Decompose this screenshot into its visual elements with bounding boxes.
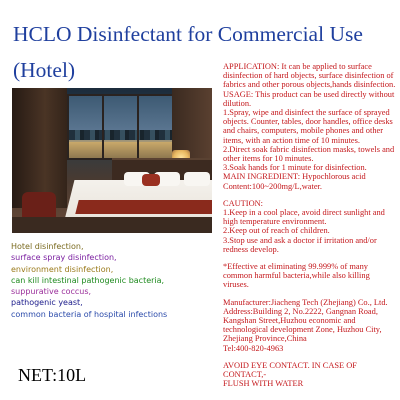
feature-line: suppurative coccus,	[11, 287, 92, 297]
description-line: fabrics and other porous objects,hands disinfection.	[223, 80, 396, 90]
description-line: 3.Soak hands for 1 minute for disinfection.	[223, 163, 367, 173]
photo-window	[67, 94, 176, 160]
description-line: Kangshan Street,Huzhou economic and	[223, 316, 356, 326]
description-line: 2.Keep out of reach of children.	[223, 226, 330, 236]
description-line: USAGE: This product can be used directly without	[223, 89, 395, 99]
feature-line: Hotel disinfection,	[11, 242, 84, 251]
product-title-subtitle: (Hotel)	[13, 58, 76, 82]
hotel-room-photo	[12, 88, 212, 233]
description-line: 1.Keep in a cool place, avoid direct sunlight and	[223, 208, 385, 218]
feature-line: environment disinfection,	[11, 264, 114, 274]
description-line: common harmful bacteria,while also killing	[223, 271, 370, 281]
eye-contact-warning	[223, 361, 400, 389]
description-line: and chairs, computers, mobile phones and other	[223, 126, 384, 136]
description-line: CAUTION:	[223, 198, 264, 208]
description-line: redness develop.	[223, 244, 279, 254]
photo-curtain-left	[12, 88, 67, 208]
description-line: items, with an action time of 10 minutes.	[223, 135, 361, 145]
photo-bed-runner	[75, 200, 212, 214]
description-line: viruses.	[223, 280, 249, 290]
feature-line: surface spray disinfection,	[11, 253, 117, 263]
caution-section	[223, 199, 400, 254]
application-usage-section	[223, 62, 400, 191]
description-line: Address:Building 2, No.2222, Gangnan Road,	[223, 306, 378, 316]
photo-window-frame	[137, 94, 139, 160]
description-line: FLUSH WITH WATER	[223, 379, 304, 389]
description-line: 1.Spray, wipe and disinfect the surface of sprayed	[223, 108, 390, 118]
feature-line: common bacteria of hospital infections	[11, 309, 168, 319]
description-line: *Effective at eliminating 99.999% of many	[223, 262, 368, 272]
photo-pillow	[184, 172, 210, 186]
description-line: other items for 10 minutes.	[223, 154, 314, 164]
net-volume: NET:10L	[18, 365, 87, 385]
photo-window-frame	[102, 94, 104, 160]
description-line: MAIN INGREDIENT: Hypochlorous acid	[223, 172, 366, 182]
product-title: HCLO Disinfectant for Commercial Use	[13, 22, 363, 46]
photo-floor	[12, 217, 212, 233]
product-description	[223, 62, 400, 397]
description-line: high temperature environment.	[223, 217, 327, 227]
description-line: APPLICATION: It can be applied to surface	[223, 62, 372, 71]
description-line: objects. Counter, tables, door handles, office desks	[223, 117, 393, 127]
description-line: technological development Zone, Huzhou City,	[223, 325, 382, 335]
description-line: Zhejiang Province,China	[223, 334, 307, 344]
description-line: dilution.	[223, 98, 252, 108]
feature-list	[11, 241, 211, 320]
effectiveness-section	[223, 262, 400, 290]
description-line: Tel:400-820-4963	[223, 343, 284, 353]
description-line: 3.Stop use and ask a doctor if irritation and/or	[223, 235, 377, 245]
description-line: Manufacturer:Jiacheng Tech (Zhejiang) Co., Ltd.	[223, 297, 388, 307]
description-line: Content:100~200mg/L,water.	[223, 181, 322, 191]
manufacturer-section	[223, 298, 400, 353]
feature-line: pathogenic yeast,	[11, 298, 83, 308]
description-line: AVOID EYE CONTACT. IN CASE OF CONTACT,-	[223, 360, 357, 380]
description-line: disinfection of hard objects, surface disinfection of	[223, 71, 394, 81]
photo-cushion	[142, 174, 160, 186]
description-line: 2.Direct soak fabric disinfection masks, towels and	[223, 144, 395, 154]
feature-line: can kill intestinal pathogenic bacteria,	[11, 275, 165, 285]
